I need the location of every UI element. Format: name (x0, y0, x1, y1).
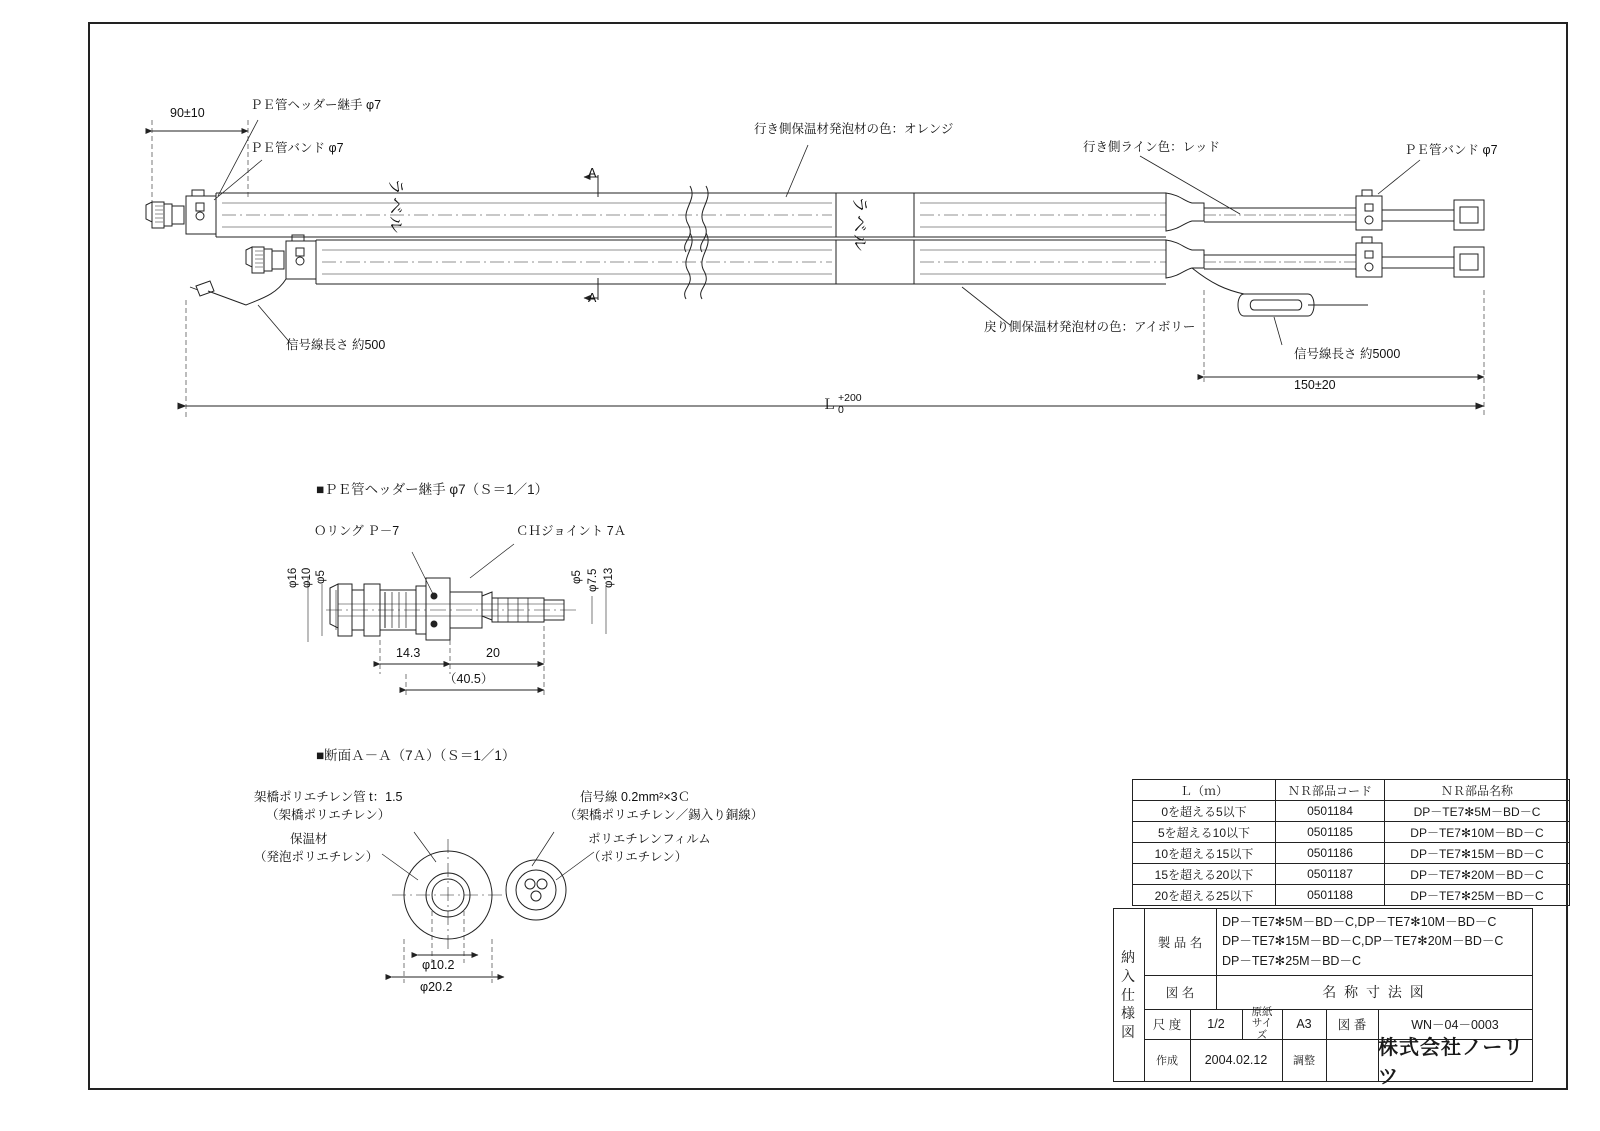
dim-len-40-5: （40.5） (444, 672, 494, 686)
drawing-name-value: 名 称 寸 法 図 (1322, 984, 1426, 1000)
label-scale: 尺 度 (1144, 1009, 1191, 1039)
table-row (1133, 822, 1570, 843)
dim-d10: φ10 (301, 567, 313, 588)
dim-d16: φ16 (287, 567, 299, 588)
label-text-upper: ラベル (386, 178, 405, 235)
dim-len-20: 20 (486, 646, 500, 660)
label-drawing-number: 図 番 (1326, 1009, 1379, 1039)
created-date-value: 2004.02.12 (1190, 1039, 1283, 1081)
label-created: 作成 (1144, 1039, 1191, 1081)
title-block (1113, 908, 1533, 1088)
callout-oring: Ｏリング Ｐ－7 (314, 524, 400, 538)
callout-film: ポリエチレンフィルム (588, 832, 711, 846)
product-names (1216, 909, 1532, 975)
detail-joint-title: ■ＰＥ管ヘッダー継手 φ7（Ｓ＝1／1） (316, 482, 549, 497)
callout-return-insulation-color: 戻り側保温材発泡材の色：アイボリー (984, 320, 1196, 334)
company-name: 株式会社ノーリツ (1378, 1037, 1525, 1088)
overall-length-tol-upper: +200 (838, 392, 862, 404)
parts-table (1132, 779, 1570, 906)
callout-signal-wire: 信号線 0.2mm²×3Ｃ (580, 790, 691, 804)
overall-length-symbol: Ｌ (822, 396, 836, 412)
cell-code: 0501186 (1276, 843, 1385, 864)
callout-signal-wire-sub: （架橋ポリエチレン／錫入り銅線） (564, 808, 764, 822)
cell-name: DP－TE7✻5M－BD－C (1385, 801, 1570, 822)
callout-signal-wire-short: 信号線長さ 約500 (286, 338, 386, 352)
header-part-code: ＮＲ部品コード (1276, 780, 1385, 801)
callout-xlpe-pipe-sub: （架橋ポリエチレン） (266, 808, 391, 822)
dim-150-label: 150±20 (1294, 378, 1336, 392)
title-row-product (1144, 909, 1532, 976)
label-product-name: 製 品 名 (1144, 909, 1217, 975)
product-name-line-1: DP－TE7✻5M－BD－C,DP－TE7✻10M－BD－C (1222, 914, 1497, 929)
callout-pe-header-joint: ＰＥ管ヘッダー継手 φ7 (250, 98, 382, 112)
dim-d75: φ7.5 (587, 568, 599, 592)
callout-insulation-sub: （発泡ポリエチレン） (254, 850, 379, 864)
dim-d13: φ13 (603, 567, 615, 588)
title-row-created (1144, 1037, 1532, 1088)
cell-length: 0を超える5以下 (1133, 801, 1276, 822)
cell-length: 10を超える15以下 (1133, 843, 1276, 864)
callout-insulation: 保温材 (290, 832, 328, 846)
product-name-line-3: DP－TE7✻25M－BD－C (1222, 953, 1361, 968)
table-row (1133, 864, 1570, 885)
cell-code: 0501185 (1276, 822, 1385, 843)
section-mark-a-bottom: A (588, 291, 597, 305)
table-row (1133, 843, 1570, 864)
callout-xlpe-pipe: 架橋ポリエチレン管 t：1.5 (254, 790, 403, 804)
title-block-body (1144, 909, 1532, 1088)
scale-value: 1/2 (1190, 1009, 1243, 1039)
label-text-lower: ラベル (850, 196, 869, 253)
header-length: Ｌ（ｍ） (1133, 780, 1276, 801)
paper-size-value: A3 (1282, 1009, 1327, 1039)
callout-go-line-color: 行き側ライン色：レッド (1083, 140, 1221, 154)
label-paper-size (1242, 1005, 1283, 1041)
label-paper-size-text: 原紙サイズ (1251, 1005, 1273, 1041)
callout-signal-wire-long: 信号線長さ 約5000 (1294, 347, 1401, 361)
table-row (1133, 885, 1570, 906)
dim-d20-2: φ20.2 (420, 980, 453, 994)
cell-code: 0501187 (1276, 864, 1385, 885)
cell-name: DP－TE7✻20M－BD－C (1385, 864, 1570, 885)
dim-len-14-3: 14.3 (396, 646, 421, 660)
drawing-number-value: WN－04－0003 (1411, 1018, 1499, 1032)
section-mark-a-top: A (588, 166, 597, 180)
label-adjust: 調整 (1282, 1039, 1327, 1081)
cell-name: DP－TE7✻25M－BD－C (1385, 885, 1570, 906)
cell-code: 0501184 (1276, 801, 1385, 822)
product-name-line-2: DP－TE7✻15M－BD－C,DP－TE7✻20M－BD－C (1222, 934, 1504, 949)
dim-90-label: 90±10 (170, 106, 205, 120)
callout-ch-joint: ＣＨジョイント 7Ａ (516, 524, 627, 538)
callout-film-sub: （ポリエチレン） (588, 850, 688, 864)
title-block-side-label: 納 入 仕 様 図 (1114, 909, 1145, 1081)
cell-length: 5を超える10以下 (1133, 822, 1276, 843)
dim-d10-2: φ10.2 (422, 958, 455, 972)
dim-d5-left: φ5 (315, 570, 327, 584)
title-row-drawing-name (1144, 975, 1532, 1010)
cell-name: DP－TE7✻10M－BD－C (1385, 822, 1570, 843)
dim-d5-right: φ5 (571, 570, 583, 584)
label-drawing-name: 図 名 (1144, 975, 1217, 1009)
detail-section-title: ■断面Ａ－Ａ（7Ａ）（Ｓ＝1／1） (316, 748, 516, 763)
cell-code: 0501188 (1276, 885, 1385, 906)
cell-name: DP－TE7✻15M－BD－C (1385, 843, 1570, 864)
callout-go-insulation-color: 行き側保温材発泡材の色：オレンジ (754, 122, 954, 136)
table-row (1133, 801, 1570, 822)
callout-pe-band-right: ＰＥ管バンド φ7 (1404, 143, 1498, 157)
cell-length: 15を超える20以下 (1133, 864, 1276, 885)
callout-pe-band-left: ＰＥ管バンド φ7 (250, 141, 344, 155)
cell-length: 20を超える25以下 (1133, 885, 1276, 906)
adjust-value (1326, 1039, 1379, 1081)
overall-length-tol-lower: 0 (838, 404, 844, 416)
table-header-row (1133, 780, 1570, 801)
header-part-name: ＮＲ部品名称 (1385, 780, 1570, 801)
